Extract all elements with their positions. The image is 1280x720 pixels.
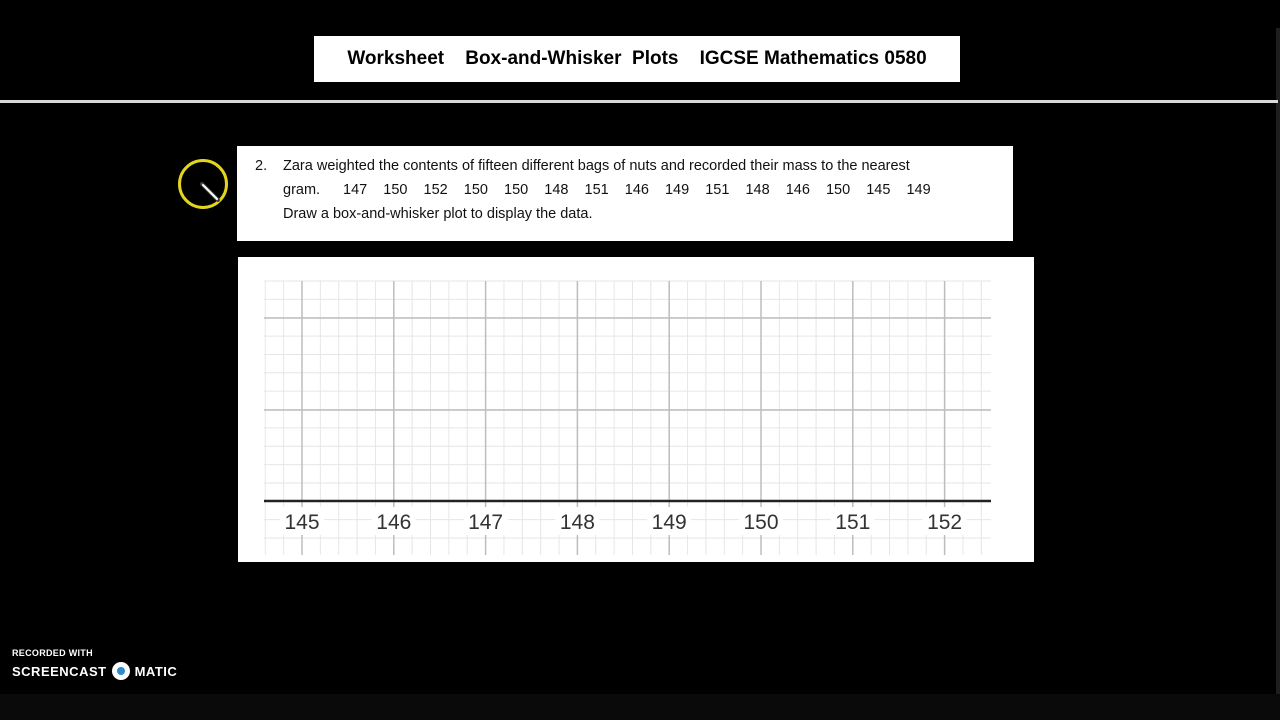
record-dot-icon xyxy=(112,662,130,680)
bottom-letterbox xyxy=(0,694,1280,720)
axis-tick-label: 146 xyxy=(376,511,412,534)
axis-tick-label: 151 xyxy=(835,511,871,534)
question-text-line1: Zara weighted the contents of fifteen different bags of nuts and recorded their mass to the nearest xyxy=(283,158,910,174)
axis-tick-label: 150 xyxy=(743,511,779,534)
axis-tick-label: 149 xyxy=(651,511,687,534)
pointer-icon xyxy=(198,180,224,206)
top-letterbox xyxy=(0,0,1280,28)
question-gram-label: gram. xyxy=(283,182,321,198)
axis-tick-label: 147 xyxy=(468,511,504,534)
worksheet-title: Worksheet Box-and-Whisker Plots IGCSE Mathematics 0580 xyxy=(314,36,960,82)
watermark-brand-left: SCREENCAST xyxy=(12,663,107,679)
header-divider xyxy=(0,100,1278,103)
scrollbar-edge[interactable] xyxy=(1276,28,1280,694)
question-card xyxy=(237,146,1013,241)
screencast-watermark xyxy=(12,648,177,680)
number-line-grid-panel xyxy=(238,257,1034,562)
watermark-brand-right: MATIC xyxy=(134,663,178,679)
watermark-recorded-with: RECORDED WITH xyxy=(12,648,93,658)
question-data-values: 147 150 152 150 150 148 151 146 149 151 148 146 150 145 149 xyxy=(343,182,931,198)
axis-tick-label: 148 xyxy=(559,511,595,534)
question-instruction: Draw a box-and-whisker plot to display the data. xyxy=(283,206,593,222)
question-number: 2. xyxy=(255,158,268,174)
axis-tick-label: 152 xyxy=(927,511,963,534)
number-line-grid xyxy=(238,257,1034,562)
axis-tick-label: 145 xyxy=(284,511,320,534)
